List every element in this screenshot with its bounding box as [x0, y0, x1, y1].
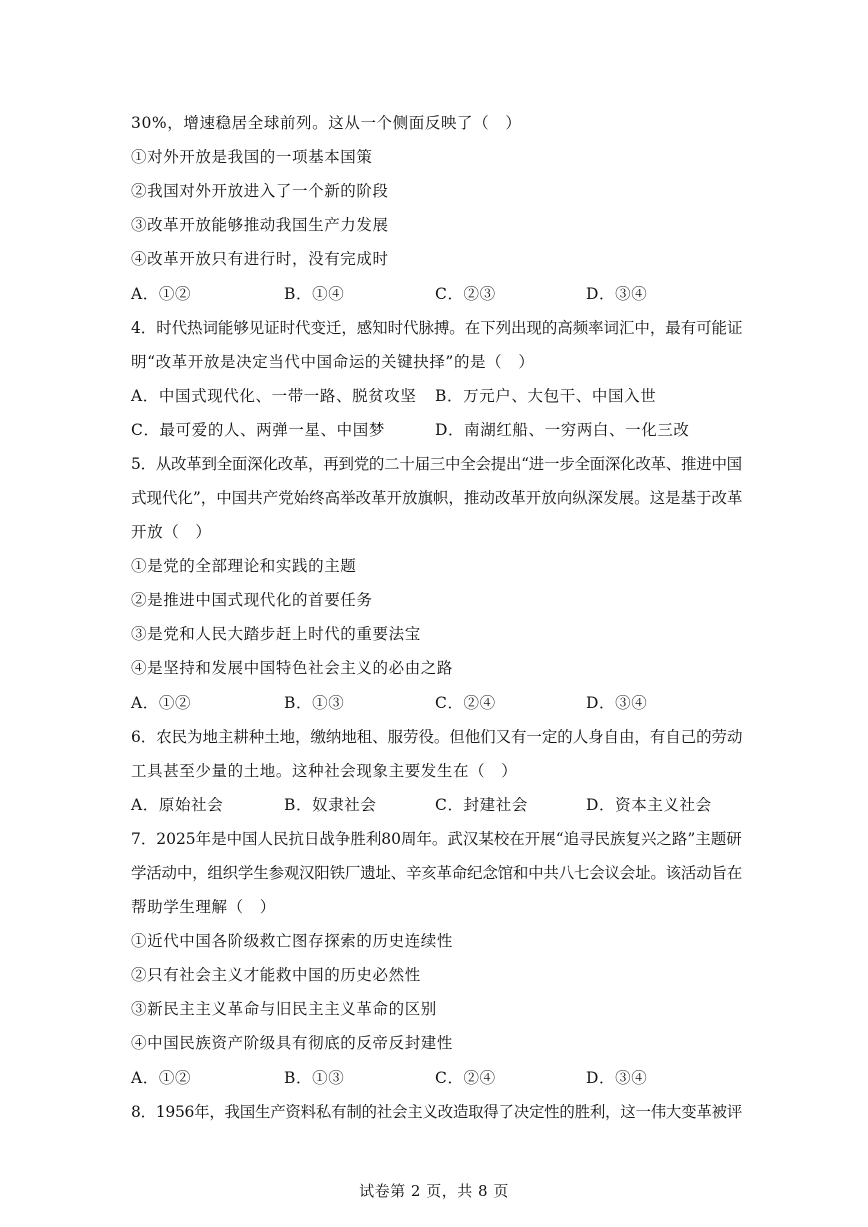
question-7-statement-4: ④中国民族资产阶级具有彻底的反帝反封建性: [131, 1034, 454, 1052]
question-5-stem-line-2: 式现代化”，中国共产党始终高举改革开放旗帜，推动改革开放向纵深发展。这是基于改革: [131, 489, 743, 507]
question-7-option-d: D．③④: [586, 1069, 648, 1087]
question-5-stem-line-3: 开放（ ）: [131, 523, 212, 541]
question-3-stem: 30%，增速稳居全球前列。这从一个侧面反映了（ ）: [131, 114, 522, 132]
question-4-option-c: C．最可爱的人、两弹一星、中国梦: [131, 421, 385, 439]
question-5-option-b: B．①③: [284, 694, 345, 712]
page-footer: 试卷第 2 页，共 8 页: [359, 1182, 509, 1200]
question-5-statement-3: ③是党和人民大踏步赶上时代的重要法宝: [131, 625, 421, 643]
question-5-statement-1: ①是党的全部理论和实践的主题: [131, 557, 357, 575]
question-3-statement-4: ④改革开放只有进行时，没有完成时: [131, 250, 389, 268]
question-8-stem-line-1: 8．1956年，我国生产资料私有制的社会主义改造取得了决定性的胜利，这一伟大变革被评: [131, 1103, 743, 1121]
question-6-option-a: A．原始社会: [131, 796, 224, 814]
question-5-statement-2: ②是推进中国式现代化的首要任务: [131, 591, 373, 609]
question-5-option-d: D．③④: [586, 694, 648, 712]
question-7-stem-line-1: 7．2025年是中国人民抗日战争胜利80周年。武汉某校在开展“追寻民族复兴之路”主题研: [131, 830, 742, 848]
question-7-statement-2: ②只有社会主义才能救中国的历史必然性: [131, 966, 421, 984]
question-3-statement-2: ②我国对外开放进入了一个新的阶段: [131, 182, 389, 200]
question-3-option-a: A．①②: [131, 285, 192, 303]
question-6-stem-line-2: 工具甚至少量的土地。这种社会现象主要发生在（ ）: [131, 762, 518, 780]
question-7-statement-3: ③新民主主义革命与旧民主主义革命的区别: [131, 1000, 437, 1018]
question-7-stem-line-3: 帮助学生理解（ ）: [131, 898, 276, 916]
question-7-option-b: B．①③: [284, 1069, 345, 1087]
question-4-option-b: B．万元户、大包干、中国入世: [435, 387, 657, 405]
question-7-statement-1: ①近代中国各阶级救亡图存探索的历史连续性: [131, 932, 454, 950]
question-5-stem-line-1: 5．从改革到全面深化改革，再到党的二十届三中全会提出“进一步全面深化改革、推进中国: [131, 455, 742, 473]
question-6-stem-line-1: 6．农民为地主耕种土地，缴纳地租、服劳役。但他们又有一定的人身自由，有自己的劳动: [131, 728, 743, 746]
question-3-statement-1: ①对外开放是我国的一项基本国策: [131, 148, 373, 166]
question-4-option-d: D．南湖红船、一穷两白、一化三改: [435, 421, 690, 439]
question-3-option-d: D．③④: [586, 285, 648, 303]
question-7-option-c: C．②④: [435, 1069, 496, 1087]
question-3-option-b: B．①④: [284, 285, 345, 303]
question-6-option-c: C．封建社会: [435, 796, 528, 814]
question-5-option-c: C．②④: [435, 694, 496, 712]
question-7-stem-line-2: 学活动中，组织学生参观汉阳铁厂遗址、辛亥革命纪念馆和中共八七会议会址。该活动旨在: [131, 864, 743, 882]
question-3-statement-3: ③改革开放能够推动我国生产力发展: [131, 216, 389, 234]
question-5-option-a: A．①②: [131, 694, 192, 712]
question-7-option-a: A．①②: [131, 1069, 192, 1087]
question-4-stem-line-2: 明“改革开放是决定当代中国命运的关键抉择”的是（ ）: [131, 353, 535, 371]
question-6-option-b: B．奴隶社会: [284, 796, 377, 814]
question-5-statement-4: ④是坚持和发展中国特色社会主义的必由之路: [131, 659, 454, 677]
question-6-option-d: D．资本主义社会: [586, 796, 712, 814]
question-4-stem-line-1: 4．时代热词能够见证时代变迁，感知时代脉搏。在下列出现的高频率词汇中，最有可能证: [131, 319, 743, 337]
question-4-option-a: A．中国式现代化、一带一路、脱贫攻坚: [131, 387, 417, 405]
question-3-option-c: C．②③: [435, 285, 496, 303]
